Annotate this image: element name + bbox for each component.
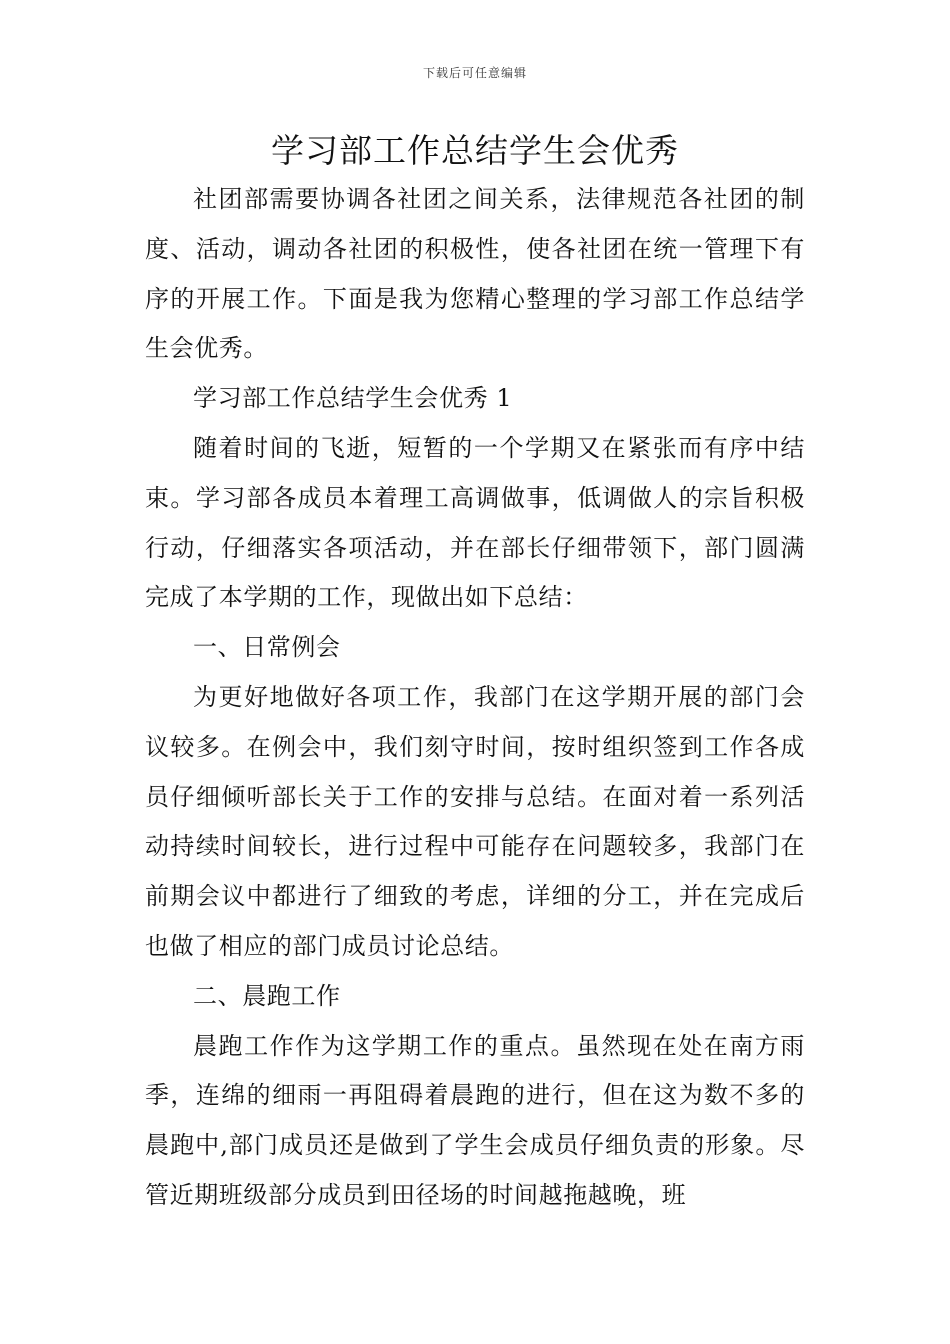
paragraph-overview: 随着时间的飞逝，短暂的一个学期又在紧张而有序中结束。学习部各成员本着理工高调做事，低调做人的宗旨积极行动，仔细落实各项活动，并在部长仔细带领下，部门圆满完成了本学期的工作，现做出如下总结： xyxy=(145,433,805,612)
document-body xyxy=(145,175,805,1221)
section-heading-daily-meetings: 一、日常例会 xyxy=(193,633,341,662)
section-heading-summary-1: 学习部工作总结学生会优秀 1 xyxy=(193,384,513,413)
paragraph-morning-run: 晨跑工作作为这学期工作的重点。虽然现在处在南方雨季，连绵的细雨一再阻碍着晨跑的进行，但在这为数不多的晨跑中,部门成员还是做到了学生会成员仔细负责的形象。尽管近期班级部分成员到田径场的时间越拖越晚，班 xyxy=(145,1031,805,1209)
paragraph-daily-meetings: 为更好地做好各项工作，我部门在这学期开展的部门会议较多。在例会中，我们刻守时间，按时组织签到工作各成员仔细倾听部长关于工作的安排与总结。在面对着一系列活动持续时间较长，进行过程中可能存在问题较多，我部门在前期会议中都进行了细致的考虑，详细的分工，并在完成后也做了相应的部门成员讨论总结。 xyxy=(145,682,805,960)
document-title: 学习部工作总结学生会优秀 xyxy=(271,131,679,170)
section-heading-morning-run: 二、晨跑工作 xyxy=(193,981,341,1010)
paragraph-intro: 社团部需要协调各社团之间关系，法律规范各社团的制度、活动，调动各社团的积极性，使各社团在统一管理下有序的开展工作。下面是我为您精心整理的学习部工作总结学生会优秀。 xyxy=(145,185,805,363)
header-note: 下载后可任意编辑 xyxy=(422,66,527,80)
